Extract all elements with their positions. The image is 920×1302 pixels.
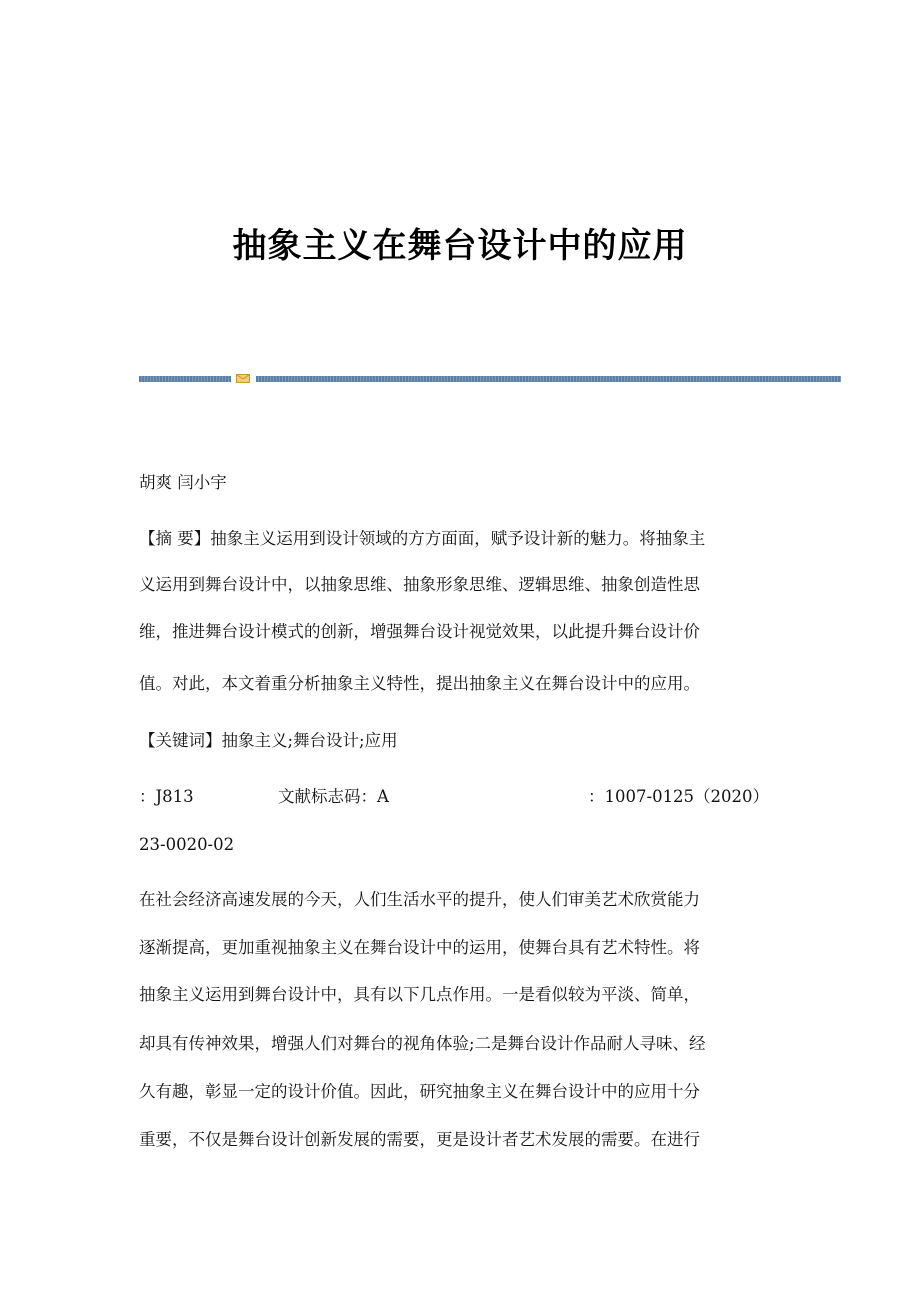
abstract-line-3: 维，推进舞台设计模式的创新，增强舞台设计视觉效果，以此提升舞台设计价 [139,622,700,641]
abstract-line-2: 义运用到舞台设计中，以抽象思维、抽象形象思维、逻辑思维、抽象创造性思 [139,575,700,594]
author-line: 胡爽 闫小宇 [139,473,227,492]
body-line-5: 久有趣，彰显一定的设计价值。因此，研究抽象主义在舞台设计中的应用十分 [139,1082,700,1101]
envelope-icon [236,374,250,383]
document-title: 抽象主义在舞台设计中的应用 [232,226,688,266]
abstract-line-1: 【摘 要】抽象主义运用到设计领域的方方面面，赋予设计新的魅力。将抽象主 [139,529,706,548]
body-line-6: 重要，不仅是舞台设计创新发展的需要，更是设计者艺术发展的需要。在进行 [139,1130,700,1149]
document-code: 文献标志码：A [278,787,389,806]
body-line-2: 逐渐提高，更加重视抽象主义在舞台设计中的运用，使舞台具有艺术特性。将 [139,938,700,957]
body-line-1: 在社会经济高速发展的今天，人们生活水平的提升，使人们审美艺术欣赏能力 [139,890,700,909]
divider-bar-left [139,376,231,382]
body-line-3: 抽象主义运用到舞台设计中，具有以下几点作用。一是看似较为平淡、简单， [139,985,700,1004]
title-divider [139,374,841,383]
keywords-line: 【关键词】抽象主义;舞台设计;应用 [139,731,398,750]
divider-bar-right [256,376,841,382]
article-number: ：1007-0125（2020） [588,787,770,806]
classification-code: ：J813 [139,787,194,806]
article-number-cont: 23-0020-02 [139,835,235,854]
body-line-4: 却具有传神效果，增强人们对舞台的视角体验;二是舞台设计作品耐人寻味、经 [139,1034,706,1053]
abstract-line-4: 值。对此，本文着重分析抽象主义特性，提出抽象主义在舞台设计中的应用。 [139,674,700,693]
